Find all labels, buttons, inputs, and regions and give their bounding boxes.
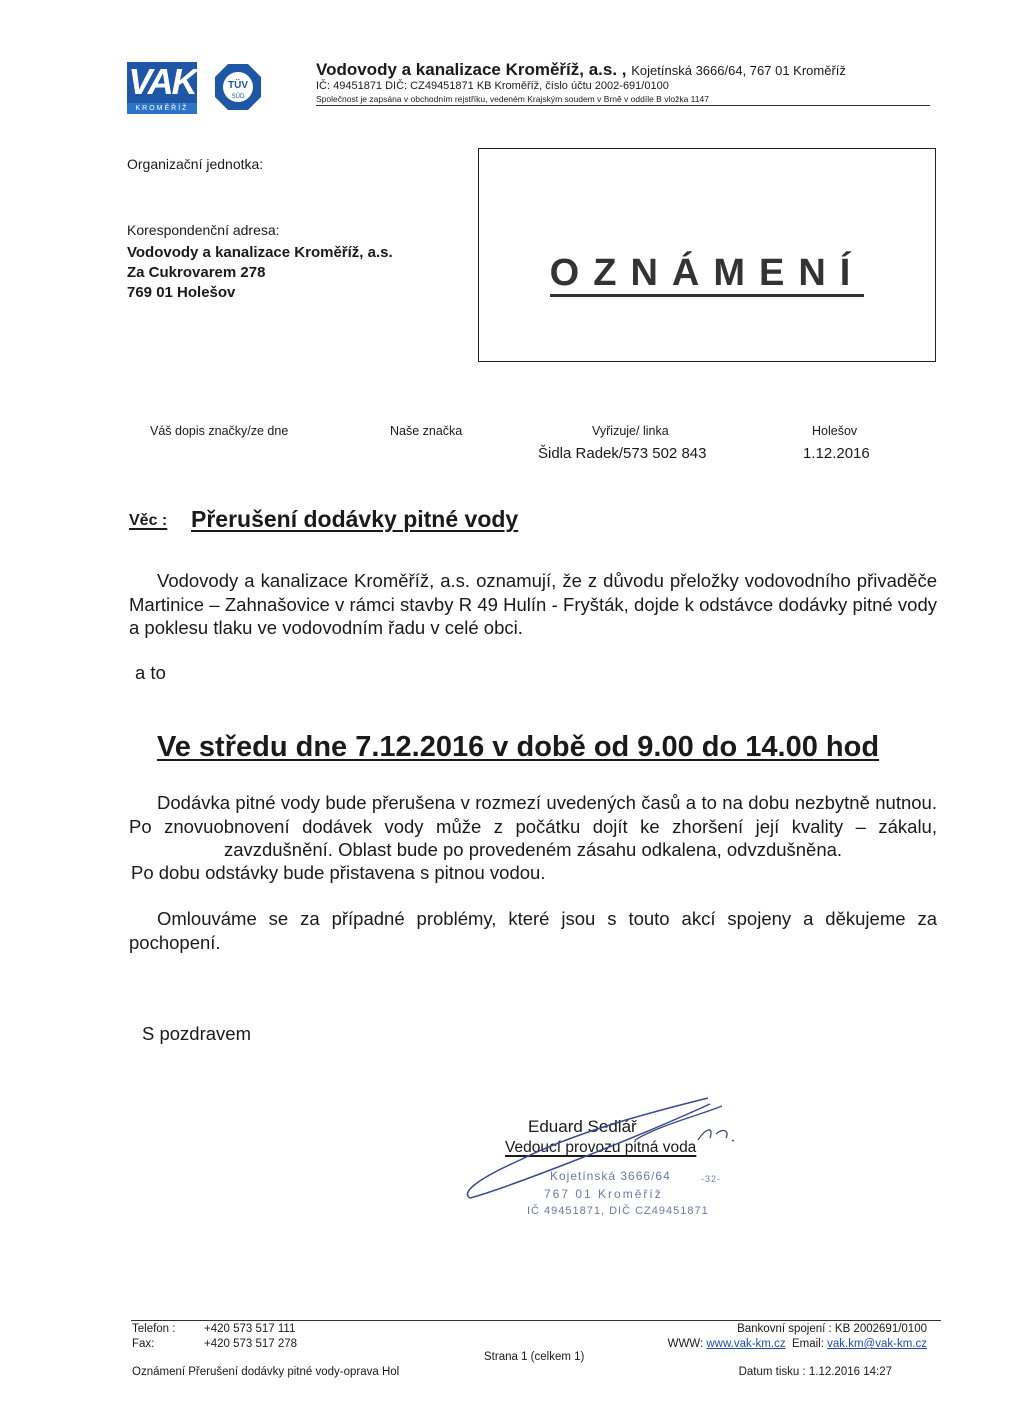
- company-address: Kojetínská 3666/64, 767 01 Kroměříž: [631, 63, 846, 78]
- footer-tel-value: +420 573 517 111: [204, 1323, 296, 1335]
- signatory-name: Eduard Sedlář: [528, 1117, 637, 1136]
- company-registry: Společnost je zapsána v obchodním rejstříku, vedeném Krajským soudem v Brně v oddíle B vložka 1147: [316, 94, 709, 104]
- tuv-logo-sub: SÜD: [231, 94, 245, 100]
- subject-title-text: Přerušení dodávky pitné vody: [191, 506, 519, 532]
- footer-fax-label: Fax:: [132, 1338, 155, 1350]
- stamp-number: -32-: [701, 1174, 722, 1184]
- header-divider: [316, 105, 930, 106]
- handled-by-value: Šidla Radek/573 502 843: [538, 445, 707, 462]
- subject-label-text: Věc :: [129, 512, 168, 529]
- greeting: S pozdravem: [142, 1023, 251, 1044]
- correspondence-label: Korespondenční adresa:: [127, 222, 280, 238]
- footer-divider: [131, 1320, 941, 1321]
- correspondence-line2: Za Cukrovarem 278: [127, 264, 266, 281]
- your-letter-label: Váš dopis značky/ze dne: [150, 424, 289, 438]
- footer-page-number: Strana 1 (celkem 1): [484, 1351, 585, 1363]
- handled-by-label: Vyřizuje/ linka: [592, 424, 669, 438]
- org-unit-label: Organizační jednotka:: [127, 156, 264, 172]
- footer-tel-label: Telefon :: [132, 1323, 176, 1335]
- footer-print-date: Datum tisku : 1.12.2016 14:27: [738, 1366, 892, 1378]
- footer-fax-value: +420 573 517 278: [204, 1338, 298, 1350]
- body-paragraph-1: Vodovody a kanalizace Kroměříž, a.s. oznamují, že z důvodu přeložky vodovodního přivaděče Martinice – Zahnašovice v rámci stavby R 49 Hulín - Fryšták, dojde k odstávce dodávky pitné vody a poklesu tlaku ve vodovodním řadu v celé obci.: [129, 570, 937, 638]
- vak-logo: [127, 62, 197, 114]
- tuv-logo: [213, 62, 263, 112]
- company-header: [316, 60, 846, 80]
- footer-contacts: [668, 1338, 927, 1350]
- footer-document-name: Oznámení Přerušení dodávky pitné vody-oprava Hol: [132, 1366, 400, 1378]
- subject-label: [129, 512, 167, 530]
- stamp-line-3: IČ 49451871, DIČ CZ49451871: [527, 1205, 709, 1217]
- footer-email-label: Email:: [791, 1338, 824, 1350]
- outage-highlight: [157, 731, 879, 764]
- signatory-role-text: Vedoucí provozu pitná voda: [505, 1139, 697, 1156]
- outage-highlight-text: Ve středu dne 7.12.2016 v době od 9.00 do 14.00 hod: [157, 731, 880, 763]
- stamp-line-2: 767 01 Kroměříž: [544, 1187, 663, 1201]
- website-link[interactable]: www.vak-km.cz: [706, 1338, 786, 1350]
- body-a-to: a to: [135, 662, 166, 683]
- our-ref-label: Naše značka: [390, 424, 463, 438]
- vak-logo-text: VAK: [128, 62, 196, 102]
- footer-bank: Bankovní spojení : KB 2002691/0100: [737, 1323, 927, 1335]
- subject-title: [191, 506, 518, 533]
- company-name: Vodovody a kanalizace Kroměříž, a.s. ,: [316, 60, 627, 79]
- body-paragraph-3: Omlouváme se za případné problémy, které jsou s touto akcí spojeny a děkujeme za pochopení.: [129, 908, 937, 953]
- body-paragraph-2: Dodávka pitné vody bude přerušena v rozmezí uvedených časů a to na dobu nezbytně nutnou. Po znovuobnovení dodávek vody může z počátku dojít ke zhoršení její kvality – zákalu, zavzdušnění. Oblast bude po provedeném zásahu odkalena, odvzdušněna.: [129, 792, 937, 860]
- correspondence-line3: 769 01 Holešov: [127, 284, 236, 301]
- notice-title: [478, 252, 936, 295]
- body-paragraph-2b: Po dobu odstávky bude přistavena s pitnou vodou.: [131, 862, 546, 883]
- date-value: 1.12.2016: [803, 445, 870, 462]
- place-label: Holešov: [812, 424, 858, 438]
- stamp-line-1: Kojetínská 3666/64: [550, 1169, 671, 1183]
- company-ids: IČ: 49451871 DIČ: CZ49451871 KB Kroměříž, číslo účtu 2002-691/0100: [316, 80, 669, 92]
- correspondence-line1: Vodovody a kanalizace Kroměříž, a.s.: [127, 244, 393, 261]
- tuv-logo-text: TÜV: [228, 80, 248, 91]
- email-link[interactable]: vak.km@vak-km.cz: [827, 1338, 927, 1350]
- notice-title-text: OZNÁMENÍ: [550, 252, 865, 297]
- vak-logo-sub: KROMĚŘÍŽ: [127, 103, 197, 114]
- footer-www-label: WWW:: [667, 1338, 704, 1350]
